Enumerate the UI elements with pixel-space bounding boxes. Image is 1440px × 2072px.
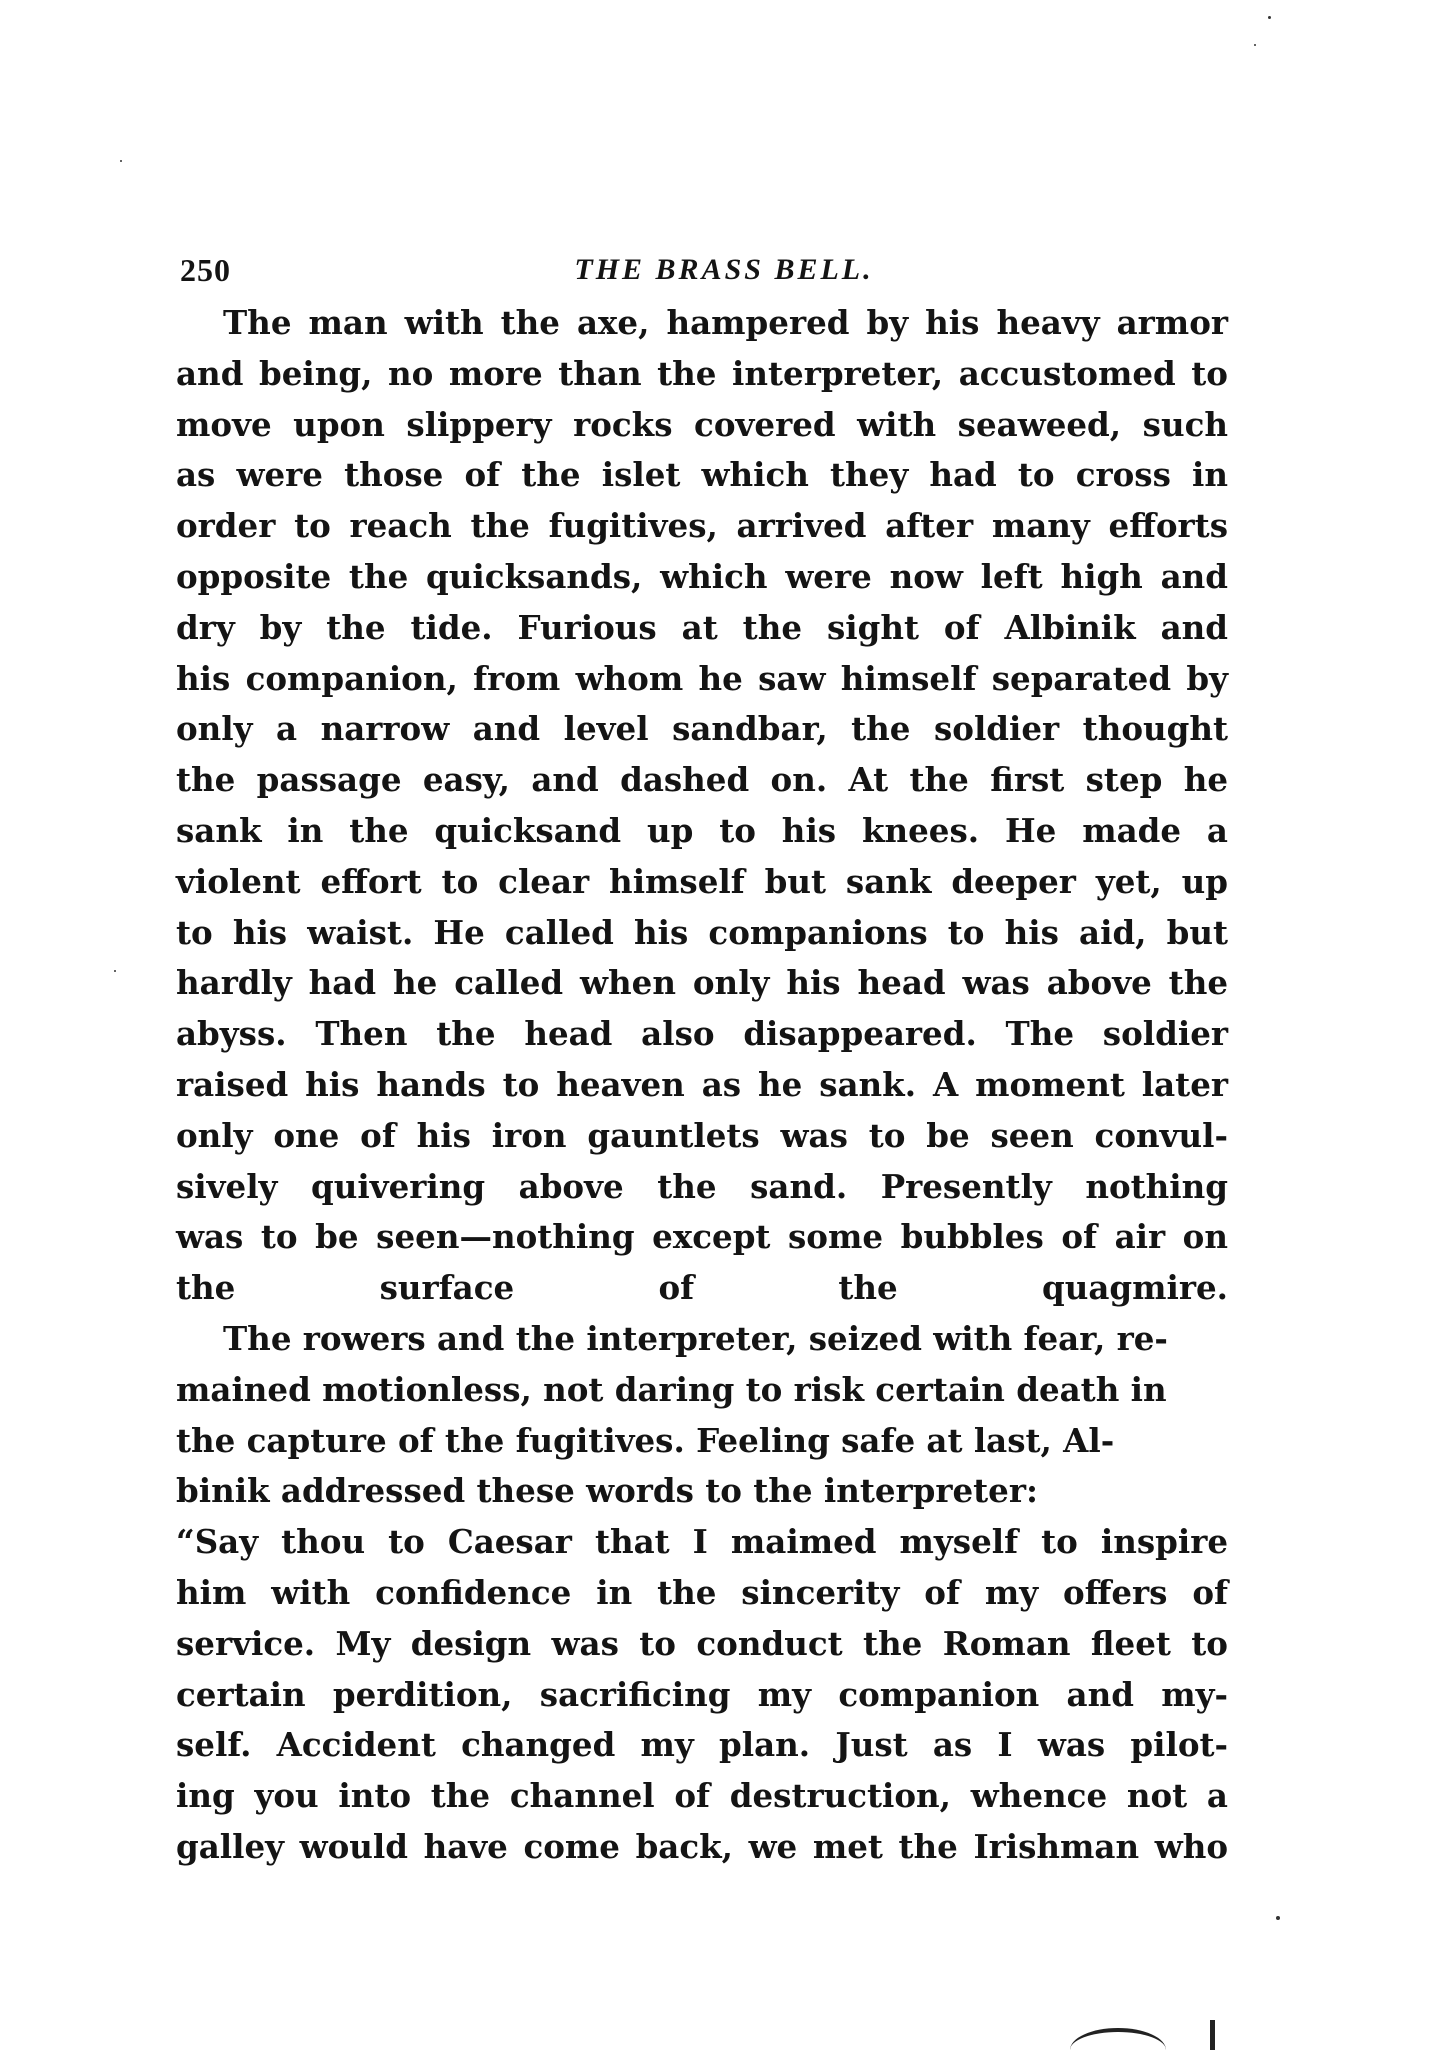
paragraph-2 xyxy=(176,1314,1228,1517)
text-line: service. My design was to conduct the Roman fleet to xyxy=(176,1623,1228,1663)
text-line: abyss. Then the head also disappeared. The soldier xyxy=(176,1014,1228,1054)
bottom-edge-tick xyxy=(1210,2020,1215,2050)
text-line: “Say thou to Caesar that I maimed myself to inspire xyxy=(176,1522,1228,1562)
text-line: sively quivering above the sand. Presently nothing xyxy=(176,1166,1228,1206)
scan-speck xyxy=(120,160,122,162)
text-line: was to be seen—nothing except some bubbles of air on xyxy=(176,1217,1228,1257)
text-line: binik addressed these words to the interpreter: xyxy=(176,1471,1038,1511)
scan-speck xyxy=(114,970,116,972)
text-line: The man with the axe, hampered by his heavy armor xyxy=(223,303,1228,342)
text-line: order to reach the fugitives, arrived after many efforts xyxy=(176,506,1228,546)
text-line: the surface of the quagmire. xyxy=(176,1268,1228,1308)
text-line: as were those of the islet which they had to cross in xyxy=(176,455,1228,495)
paragraph-3 xyxy=(176,1517,1228,1873)
text-line: violent effort to clear himself but sank deeper yet, up xyxy=(176,861,1228,901)
text-line: ing you into the channel of destruction, whence not a xyxy=(176,1776,1228,1816)
scan-speck xyxy=(1268,16,1271,19)
text-line: and being, no more than the interpreter, accustomed to xyxy=(176,353,1228,393)
text-line: to his waist. He called his companions to his aid, but xyxy=(176,912,1228,952)
scan-speck xyxy=(1276,1916,1280,1920)
text-line: sank in the quicksand up to his knees. He made a xyxy=(176,810,1228,850)
text-line: the capture of the fugitives. Feeling safe at last, Al- xyxy=(176,1420,1115,1460)
text-line: The rowers and the interpreter, seized with fear, re- xyxy=(223,1318,1168,1358)
paragraph-1 xyxy=(176,298,1228,1314)
text-line: mained motionless, not daring to risk certain death in xyxy=(176,1369,1167,1409)
text-line: self. Accident changed my plan. Just as I was pilot- xyxy=(176,1725,1228,1765)
body-text xyxy=(176,298,1228,1873)
page-number: 250 xyxy=(180,252,231,288)
text-line: dry by the tide. Furious at the sight of Albinik and xyxy=(176,607,1228,647)
text-line: only one of his iron gauntlets was to be seen convul- xyxy=(176,1115,1228,1155)
scan-speck xyxy=(1254,44,1256,46)
text-line: move upon slippery rocks covered with seaweed, such xyxy=(176,404,1228,444)
running-title: THE BRASS BELL. xyxy=(574,253,874,286)
text-line: raised his hands to heaven as he sank. A moment later xyxy=(176,1064,1228,1104)
text-line: only a narrow and level sandbar, the soldier thought xyxy=(176,709,1228,749)
text-line: galley would have come back, we met the Irishman who xyxy=(176,1826,1228,1866)
bottom-edge-mark xyxy=(1070,2028,1166,2072)
text-line: his companion, from whom he saw himself separated by xyxy=(176,658,1228,698)
text-line: opposite the quicksands, which were now left high and xyxy=(176,556,1228,596)
text-line: hardly had he called when only his head was above the xyxy=(176,963,1228,1003)
text-line: the passage easy, and dashed on. At the first step he xyxy=(176,760,1228,800)
running-header xyxy=(180,252,1228,288)
text-line: certain perdition, sacrificing my companion and my- xyxy=(176,1674,1228,1714)
text-line: him with confidence in the sincerity of my offers of xyxy=(176,1572,1228,1612)
